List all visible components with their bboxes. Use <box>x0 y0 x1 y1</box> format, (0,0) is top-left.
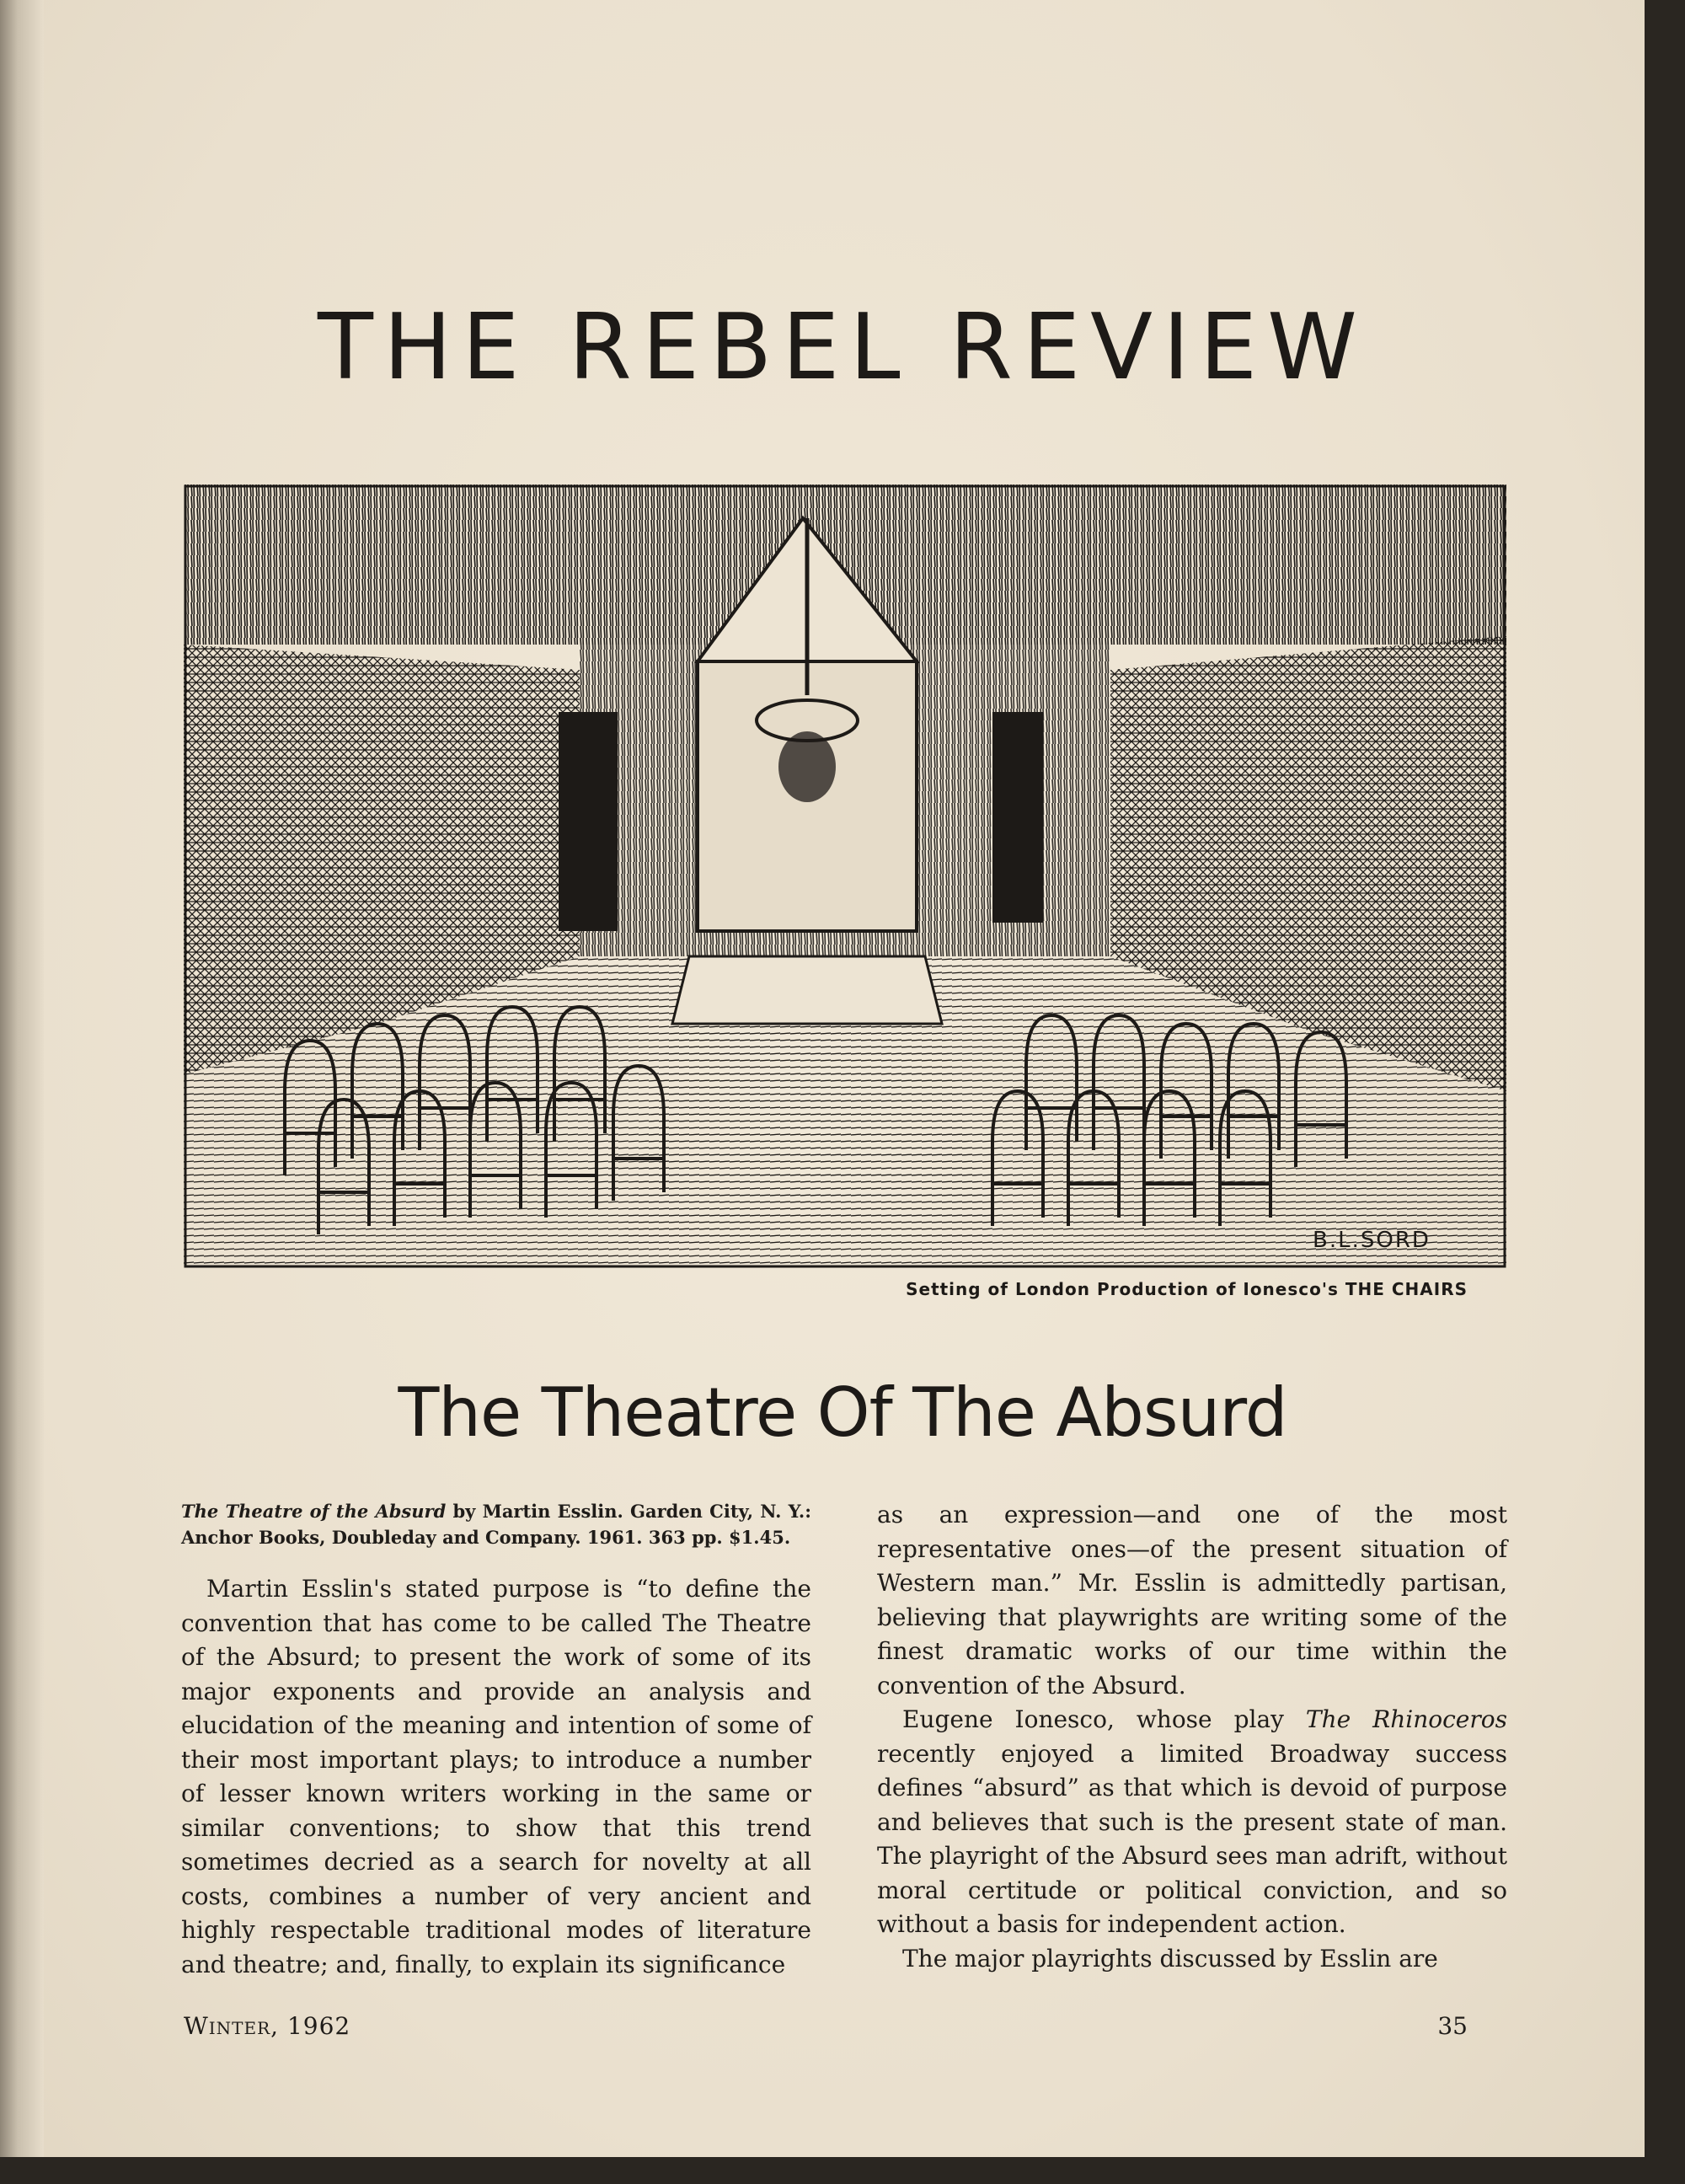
center-aisle <box>622 1024 992 1243</box>
artist-signature: B.L.SORD <box>1313 1228 1431 1253</box>
p2-start: Eugene Ionesco, whose play <box>902 1705 1306 1733</box>
right-door <box>992 712 1043 923</box>
p2-rest: recently enjoyed a limited Broadway success defines “absurd” as that which is devoid of purpose and believes that such is the present state of man. The playright of the Absurd sees man adrift, without moral certitude or political conviction, and so without a basis for independent action. <box>877 1739 1507 1938</box>
right-paragraph-1: as an expression—and one of the most representative ones—of the present situation of Western man.” Mr. Esslin is admittedly partisan, believing that playwrights are writing some of the finest dramatic works of our time within the convention of the Absurd. <box>877 1501 1507 1700</box>
book-details: by Martin Esslin. Garden City, N. Y.: Anchor Books, Doubleday and Company. 1961. 363 pp. $1.45. <box>181 1501 811 1548</box>
lamp-globe <box>778 731 836 802</box>
article-title: The Theatre Of The Absurd <box>398 1373 1287 1452</box>
right-paragraph-2 <box>877 1703 1507 1942</box>
right-column <box>877 1498 1507 1976</box>
center-platform <box>672 956 942 1024</box>
right-paragraph-3: The major playrights discussed by Esslin are <box>902 1944 1438 1973</box>
stage-illustration <box>184 484 1506 1268</box>
p2-play-title: The Rhinoceros <box>1305 1705 1507 1733</box>
left-paragraph-1: Martin Esslin's stated purpose is “to define the convention that has come to be called The Theatre of the Absurd; to present the work of some of its major exponents and provide an analysis and elucidation of the meaning and intention of some of their most important plays; to introduce a number of lesser known writers working in the same or similar conventions; to show that this trend sometimes decried as a search for novelty at all costs, combines a number of very ancient and highly respectable traditional modes of literature and theatre; and, finally, to explain its significance <box>181 1575 811 1978</box>
book-title: The Theatre of the Absurd <box>181 1501 447 1522</box>
page-number: 35 <box>1437 2012 1468 2040</box>
footer-issue: Winter, 1962 <box>184 2012 351 2040</box>
illustration-caption: Setting of London Production of Ionesco's THE CHAIRS <box>906 1279 1468 1299</box>
left-door <box>559 712 618 931</box>
left-column <box>181 1498 811 1982</box>
bibliography <box>181 1498 811 1550</box>
masthead: THE REBEL REVIEW <box>318 295 1367 400</box>
